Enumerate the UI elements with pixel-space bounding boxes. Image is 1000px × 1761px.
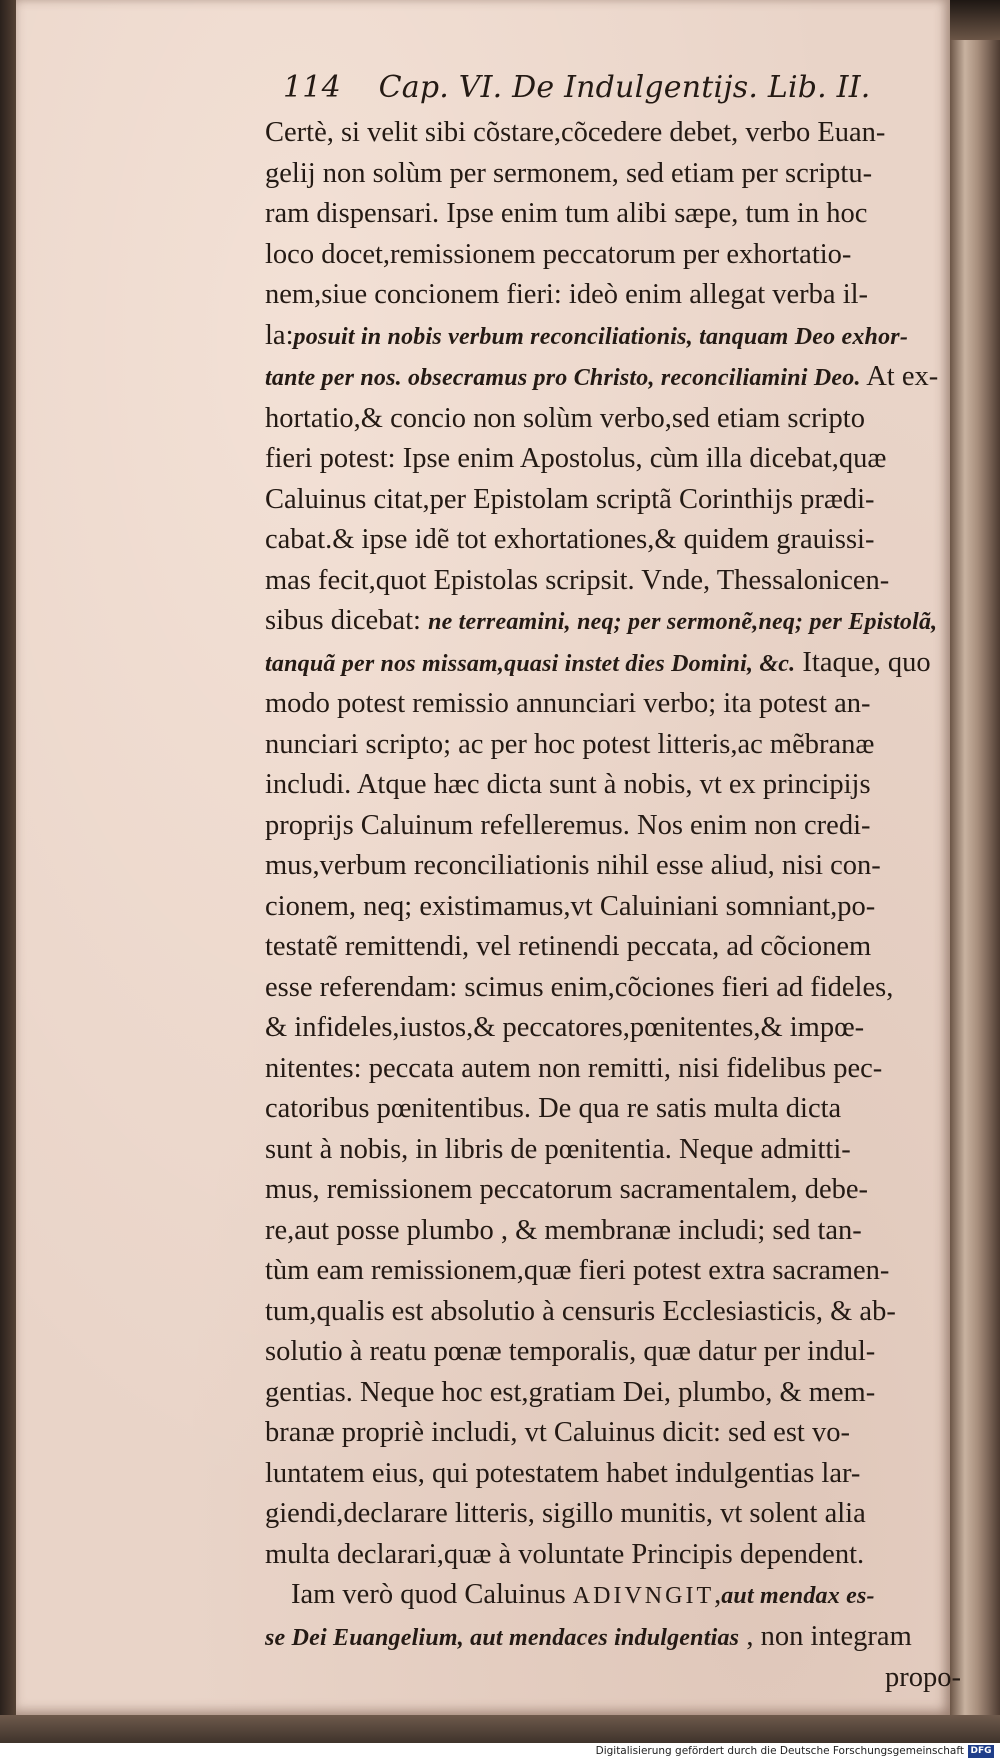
- line-text: loco docet,remissionem peccatorum per exhortatio-: [265, 238, 852, 270]
- line-text: testatẽ remittendi, vel retinendi peccata, ad cõcionem: [265, 931, 872, 962]
- digitization-credit: Digitalisierung gefördert durch die Deutsche Forschungsgemeinschaft: [595, 1745, 964, 1757]
- line-text: nem,siue concionem fieri: ideò enim allegat verba il-: [265, 279, 869, 310]
- line-text: proprijs Caluinum refelleremus. Nos enim non credi-: [265, 809, 871, 841]
- text-line: [265, 1373, 985, 1414]
- text-line: [265, 846, 985, 887]
- line-text: modo potest remissio annunciari verbo; ita potest an-: [265, 688, 871, 719]
- catchword: propo-: [885, 1662, 961, 1693]
- line-text: Certè, si velit sibi cõstare,cõcedere debet, verbo Euan-: [265, 117, 886, 148]
- italic-quotation: aut mendax es-: [721, 1583, 875, 1609]
- body-text: [265, 113, 985, 1699]
- text-line: [265, 1251, 985, 1292]
- text-line: [265, 765, 985, 806]
- text-line: [265, 1170, 985, 1211]
- text-line: [265, 154, 985, 195]
- italic-quotation: tante per nos. obsecramus pro Christo, reconciliamini Deo.: [265, 365, 861, 391]
- text-line: [265, 684, 985, 725]
- italic-quotation: posuit in nobis verbum reconciliationis, tanquam Deo exhor-: [293, 323, 909, 350]
- italic-quotation: ne terreamini, neq; per sermonẽ,neq; per Epistolã,: [428, 609, 938, 635]
- text-line: [265, 1575, 985, 1617]
- text-line: [265, 1130, 985, 1171]
- line-text: fieri potest: Ipse enim Apostolus, cùm illa dicebat,quæ: [265, 443, 887, 474]
- small-caps-word: ADIVNGIT: [572, 1583, 715, 1609]
- text-line: [265, 480, 985, 521]
- line-text: cabat.& ipse idẽ tot exhortationes,& quidem grauissi-: [265, 524, 875, 555]
- line-text: tum,qualis est absolutio à censuris Ecclesiasticis, & ab-: [265, 1295, 896, 1327]
- line-text: mus,verbum reconciliationis nihil esse aliud, nisi con-: [265, 850, 881, 881]
- line-text: sunt à nobis, in libris de pœnitentia. Neque admitti-: [265, 1133, 851, 1165]
- text-line: [265, 275, 985, 316]
- line-text: ram dispensari. Ipse enim tum alibi sæpe, tum in hoc: [265, 198, 868, 229]
- italic-quotation: se Dei Euangelium, aut mendaces indulgentias: [265, 1624, 740, 1651]
- line-text: Itaque, quo: [795, 646, 931, 678]
- line-text: Iam verò quod Caluinus: [291, 1579, 573, 1610]
- text-line: [265, 1332, 985, 1373]
- text-line: [265, 1454, 985, 1495]
- line-text: gentias. Neque hoc est,gratiam Dei, plumbo, & mem-: [265, 1376, 876, 1408]
- line-text: includi. Atque hæc dicta sunt à nobis, vt ex principijs: [265, 769, 871, 800]
- line-text: hortatio,& concio non solùm verbo,sed etiam scripto: [265, 402, 865, 434]
- text-line: [265, 561, 985, 602]
- line-text: multa declarari,quæ à voluntate Principis dependent.: [265, 1538, 865, 1570]
- text-line: [265, 1617, 985, 1659]
- line-text: mus, remissionem peccatorum sacramentalem, debe-: [265, 1174, 869, 1205]
- text-line: [265, 439, 985, 480]
- text-line: [265, 601, 985, 643]
- text-line: [265, 887, 985, 928]
- text-line: [265, 1494, 985, 1535]
- text-line: [265, 316, 985, 358]
- text-line: [265, 113, 985, 154]
- line-text: Caluinus citat,per Epistolam scriptã Corinthijs prædi-: [265, 483, 875, 515]
- line-text: , non integram: [739, 1620, 912, 1652]
- text-line: [265, 1008, 985, 1049]
- scan-bottom-edge: [0, 1715, 1000, 1743]
- text-line: [265, 1413, 985, 1454]
- text-line: [265, 1089, 985, 1130]
- text-line: [265, 399, 985, 440]
- book-fore-edge-shadow: [950, 0, 1000, 40]
- text-line: [265, 806, 985, 847]
- line-text: la:: [265, 319, 294, 351]
- line-text: nunciari scripto; ac per hoc potest litteris,ac mẽbranæ: [265, 728, 875, 760]
- running-head-title: Cap. VI. De Indulgentijs. Lib. II.: [378, 70, 871, 105]
- line-text: ,: [714, 1579, 722, 1610]
- line-text: sibus dicebat:: [265, 605, 429, 636]
- text-line: [265, 1292, 985, 1333]
- line-text: cionem, neq; existimamus,vt Caluiniani somniant,po-: [265, 890, 876, 922]
- italic-quotation: tanquã per nos missam,quasi instet dies Domini, &c.: [265, 650, 796, 677]
- text-line: [265, 520, 985, 561]
- text-line: [265, 1658, 985, 1699]
- line-text: esse referendam: scimus enim,cõciones fieri ad fideles,: [265, 971, 894, 1003]
- text-line: [265, 1535, 985, 1576]
- line-text: solutio à reatu pœnæ temporalis, quæ datur per indul-: [265, 1336, 876, 1367]
- text-line: [265, 725, 985, 766]
- line-text: re,aut posse plumbo , & membranæ includi; sed tan-: [265, 1214, 862, 1246]
- dfg-logo: DFG: [968, 1745, 994, 1758]
- running-head: [283, 70, 883, 105]
- line-text: gelij non solùm per sermonem, sed etiam per scriptu-: [265, 157, 873, 189]
- page-number: 114: [283, 70, 341, 105]
- text-line: [265, 1049, 985, 1090]
- line-text: luntatem eius, qui potestatem habet indulgentias lar-: [265, 1457, 861, 1489]
- text-line: [265, 235, 985, 276]
- line-text: At ex-: [860, 361, 939, 392]
- text-line: [265, 357, 985, 399]
- line-text: catoribus pœnitentibus. De qua re satis multa dicta: [265, 1093, 842, 1124]
- text-line: [265, 968, 985, 1009]
- line-text: mas fecit,quot Epistolas scripsit. Vnde, Thessalonicen-: [265, 564, 890, 596]
- text-line: [265, 1211, 985, 1252]
- line-text: nitentes: peccata autem non remitti, nisi fidelibus pec-: [265, 1052, 883, 1084]
- line-text: tùm eam remissionem,quæ fieri potest extra sacramen-: [265, 1255, 890, 1286]
- line-text: giendi,declarare litteris, sigillo munitis, vt solent alia: [265, 1498, 866, 1529]
- line-text: branæ propriè includi, vt Caluinus dicit: sed est vo-: [265, 1417, 850, 1448]
- text-line: [265, 927, 985, 968]
- text-line: [265, 194, 985, 235]
- text-line: [265, 643, 985, 685]
- line-text: & infideles,iustos,& peccatores,pœnitentes,& impœ-: [265, 1012, 865, 1043]
